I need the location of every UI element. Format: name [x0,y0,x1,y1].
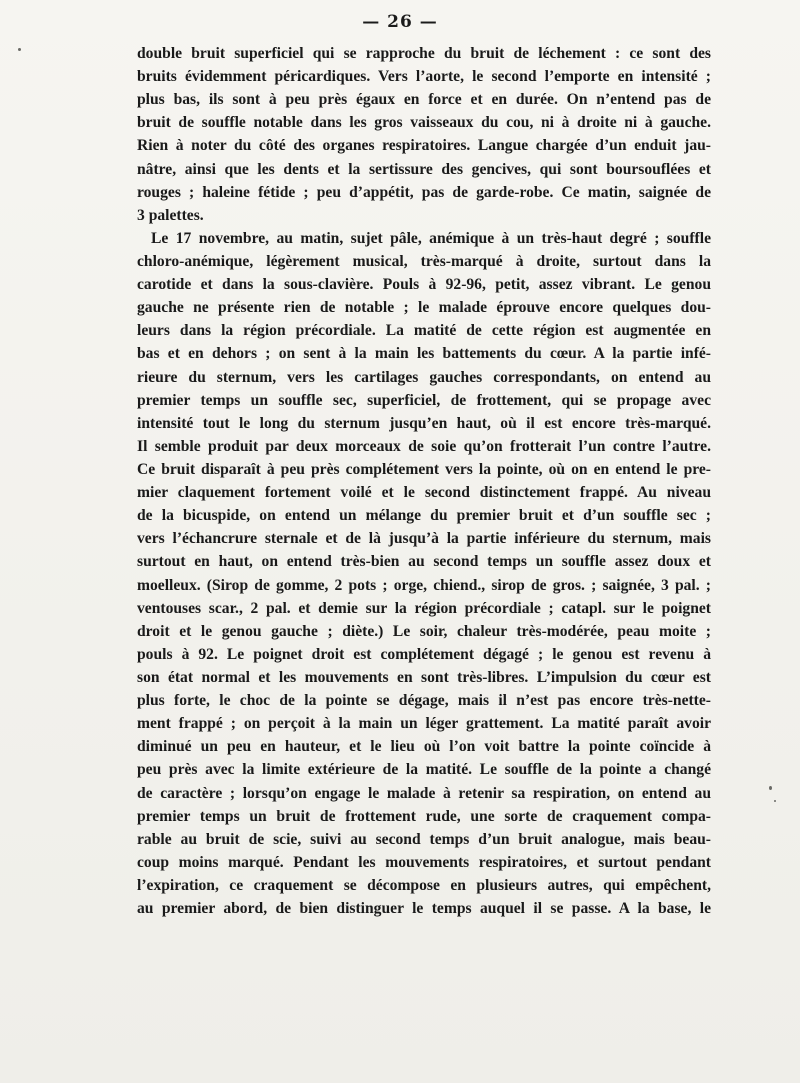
text-line: chloro-anémique, légèrement musical, très-marqué à droite, surtout dans la [137,252,711,270]
text-line: rable au bruit de scie, suivi au second temps d’un bruit analogue, mais beau- [137,830,711,848]
text-line: leurs dans la région précordiale. La matité de cette région est augmentée en [137,322,711,340]
text-line: plus bas, ils sont à peu près égaux en force et en durée. On n’entend pas de [137,91,711,109]
text-line: bas et en dehors ; on sent à la main les battements du cœur. A la partie infé- [137,345,711,363]
text-line: diminué un peu en hauteur, et le lieu où l’on voit battre la pointe coïncide à [137,738,711,756]
text-line: double bruit superficiel qui se rapproche du bruit de léchement : ce sont des [137,45,711,62]
text-line: rieure du sternum, vers les cartilages gauches correspondants, on entend au [137,368,711,386]
text-line: carotide et dans la sous-clavière. Pouls à 92-96, petit, assez vibrant. Le genou [137,276,711,294]
text-line: premier temps un souffle sec, superficiel, de frottement, qui se propage avec [137,391,711,409]
text-line: l’expiration, ce craquement se décompose en plusieurs autres, qui empêchent, [137,876,711,894]
text-line: vers l’échancrure sternale et de là jusqu’à la partie inférieure du sternum, mais [137,530,711,548]
text-line: ventouses scar., 2 pal. et demie sur la région précordiale ; catapl. sur le poignet [137,599,711,617]
text-line: Il semble produit par deux morceaux de soie qu’on frotterait l’un contre l’autre. [137,437,711,455]
text-line: de la bicuspide, on entend un mélange du premier bruit et d’un souffle sec ; [137,507,711,525]
text-line: son état normal et les mouvements en sont très-libres. L’impulsion du cœur est [137,668,711,686]
text-line: moelleux. (Sirop de gomme, 2 pots ; orge, chiend., sirop de gros. ; saignée, 3 pal. ; [137,576,711,594]
text-line: pouls à 92. Le poignet droit est complétement dégagé ; le genou est revenu à [137,645,711,663]
text-line: plus forte, le choc de la pointe se dégage, mais il n’est pas encore très-nette- [137,692,711,710]
text-line: de caractère ; lorsqu’on engage le malade à retenir sa respiration, on entend au [137,784,711,802]
text-line: nâtre, ainsi que les dents et la sertissure des gencives, qui sont boursouflées et [137,160,711,178]
text-line: rouges ; haleine fétide ; peu d’appétit, pas de garde-robe. Ce matin, saignée de [137,183,711,201]
text-line: droit et le genou gauche ; diète.) Le soir, chaleur très-modérée, peau moite ; [137,622,711,640]
text-line: bruits évidemment péricardiques. Vers l’aorte, le second l’emporte en intensité ; [137,68,711,86]
text-line: ment frappé ; on perçoit à la main un léger grattement. La matité paraît avoir [137,715,711,733]
body-text [137,42,711,920]
text-line: premier temps un bruit de frottement rude, une sorte de craquement compa- [137,807,711,825]
text-line: intensité tout le long du sternum jusqu’en haut, où il est encore très-marqué. [137,414,711,432]
text-line: Rien à noter du côté des organes respiratoires. Langue chargée d’un enduit jau- [137,137,711,155]
text-line: Le 17 novembre, au matin, sujet pâle, anémique à un très-haut degré ; souffle [151,229,711,247]
text-line: gauche ne présente rien de notable ; le malade éprouve encore quelques dou- [137,299,711,317]
text-line: 3 palettes. [137,206,204,224]
text-line: surtout en haut, on entend très-bien au second temps un souffle assez doux et [137,553,711,571]
text-line: au premier abord, de bien distinguer le temps auquel il se passe. A la base, le [137,900,711,918]
text-line: coup moins marqué. Pendant les mouvements respiratoires, et surtout pendant [137,853,711,871]
speck [774,800,776,802]
text-line: peu près avec la limite extérieure de la matité. Le souffle de la pointe a changé [137,761,711,779]
page-number: — 26 — [362,12,438,32]
text-line: Ce bruit disparaît à peu près complétement vers la pointe, où on en entend le pre- [137,460,711,478]
text-line: mier claquement fortement voilé et le second distinctement frappé. Au niveau [137,484,711,502]
speck [769,786,772,790]
text-line: bruit de souffle notable dans les gros vaisseaux du cou, ni à droite ni à gauche. [137,114,711,132]
speck [18,48,21,51]
